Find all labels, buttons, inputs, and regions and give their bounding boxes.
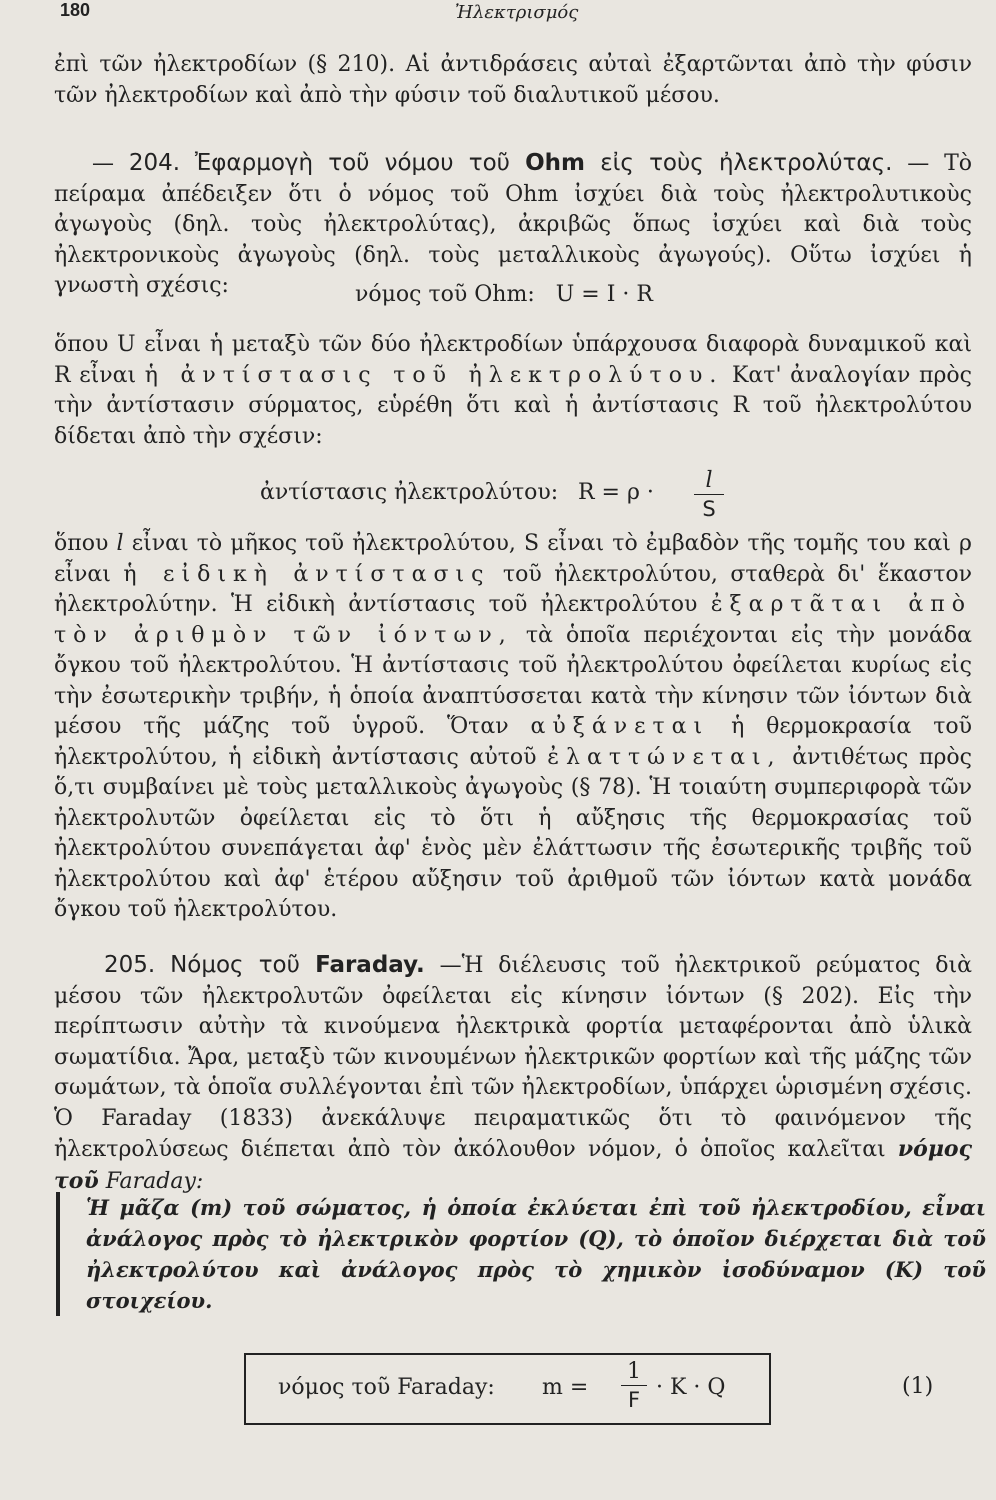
- section-204-title-ohm: Ohm: [525, 150, 586, 176]
- resistance-formula: [260, 468, 780, 528]
- emphasis-spaced: αὐξάνεται: [530, 714, 710, 739]
- faraday-formula-lhs: m =: [542, 1375, 589, 1400]
- paragraph-resistance: [54, 330, 972, 452]
- paragraph-specific-resistance: [54, 529, 972, 926]
- faraday-fraction: [621, 1359, 647, 1414]
- section-205-title-pre: Νόμος τοῦ: [170, 952, 300, 978]
- page-header: [60, 0, 960, 30]
- text-run: ὅπου: [54, 531, 109, 556]
- ohm-law-formula: [355, 282, 653, 307]
- text-run: τὰ ὁποῖα περιέχονται εἰς τὴν μονάδα ὄγκου τοῦ ἠλεκτρολύτου. Ἡ ἀντίστασις τοῦ ἠλεκτρολύτου ὀφείλεται κυρίως εἰς τὴν ἐσωτερικὴν τριβήν, ἡ ὁποία ἀναπτύσσεται κατὰ τὴν κίνησιν τῶν ἰόντων διὰ μέσου τῆς μάζης τοῦ ὑγροῦ. Ὅταν: [54, 622, 973, 739]
- page-number: 180: [60, 0, 91, 20]
- section-205-number: 205.: [104, 952, 156, 978]
- section-204-title-pre: Ἐφαρμογὴ τοῦ νόμου τοῦ: [194, 150, 510, 176]
- text-run: Κατ' ἀναλογίαν πρὸς τὴν ἀντίστασιν σύρματος, εὑρέθη ὅτι καὶ ἡ ἀντίστασις R τοῦ ἠλεκτρολύτου δίδεται ἀπὸ τὴν σχέσιν:: [54, 362, 972, 449]
- faraday-formula-box: [244, 1353, 771, 1425]
- text-run: ἡ θερμοκρασία τοῦ ἠλεκτρολύτου, ἡ εἰδικὴ ἀντίστασις αὐτοῦ: [54, 714, 973, 770]
- faraday-formula-rhs: · K · Q: [656, 1375, 726, 1400]
- text-run: τοῦ ἠλεκτρολύτου, σταθερὰ δι' ἕκαστον ἠλεκτρολύτην. Ἡ εἰδικὴ ἀντίστασις τοῦ ἠλεκτρολύτου: [54, 561, 973, 617]
- paragraph-intro: ἐπὶ τῶν ἠλεκτροδίων (§ 210). Αἱ ἀντιδράσεις αὐταὶ ἐξαρτῶνται ἀπὸ τὴν φύσιν τῶν ἠλεκτροδίων καὶ ἀπὸ τὴν φύσιν τοῦ διαλυτικοῦ μέσου.: [54, 52, 972, 108]
- ohm-formula-expression: U = I · R: [555, 282, 653, 307]
- resistance-formula-label: ἀντίστασις ἠλεκτρολύτου:: [260, 480, 559, 505]
- equation-number: (1): [902, 1374, 934, 1399]
- emphasis-spaced: ἡ εἰδικὴ ἀντίστασις: [123, 561, 491, 587]
- section-204-title-post: εἰς τοὺς ἠλεκτρολύτας.: [600, 150, 893, 176]
- emphasis-spaced: ἐλαττώνεται,: [547, 744, 782, 770]
- resistance-formula-lhs: R = ρ ·: [578, 480, 654, 505]
- section-205-title: [170, 952, 425, 978]
- fraction-numerator: l: [694, 468, 724, 495]
- section-dash: —: [92, 151, 114, 176]
- section-204-title: [195, 150, 893, 176]
- emphasis-spaced: ἡ ἀντίστασις τοῦ ἠλεκτρολύτου.: [144, 362, 724, 388]
- fraction-numerator: 1: [621, 1359, 647, 1386]
- text-run: εἶναι τὸ μῆκος τοῦ ἠλεκτρολύτου, S εἶναι τὸ ἐμβαδὸν τῆς τομῆς του καὶ ρ εἶναι: [54, 531, 972, 587]
- resistance-fraction: [694, 468, 724, 523]
- ohm-formula-label: νόμος τοῦ Ohm:: [355, 282, 535, 307]
- faraday-law-statement: Ἡ μᾶζα (m) τοῦ σώματος, ἡ ὁποία ἐκλύεται ἐπὶ τοῦ ἠλεκτροδίου, εἶναι ἀνάλογος πρὸς τὸ ἠλεκτρικὸν φορτίον (Q), τὸ ὁποῖον διέρχεται διὰ τοῦ ἠλεκτρολύτου καὶ ἀνάλογος πρὸς τὸ χημικὸν ἰσοδύναμον (K) τοῦ στοιχείου.: [56, 1192, 986, 1316]
- section-205-paragraph: [54, 950, 972, 1197]
- text-run: ὅπου U εἶναι ἡ μεταξὺ τῶν δύο ἠλεκτροδίων ὑπάρχουσα διαφορὰ δυναμικοῦ καὶ R εἶναι: [54, 332, 972, 388]
- fraction-denominator: S: [702, 497, 716, 521]
- law-name-faraday: Faraday:: [105, 1168, 204, 1194]
- emphasis-spaced: ἐξαρτᾶται ἀπὸ τὸν ἀριθμὸν τῶν ἰόντων,: [54, 592, 972, 648]
- section-204-paragraph: [54, 148, 972, 302]
- faraday-formula-label: νόμος τοῦ Faraday:: [278, 1375, 495, 1400]
- text-run: ἀντιθέτως πρὸς ὅ,τι συμβαίνει μὲ τοὺς μεταλλικοὺς ἀγωγοὺς (§ 78). Ἡ τοιαύτη συμπεριφορὰ τῶν ἠλεκτρολυτῶν ὀφείλεται εἰς τὸ ὅτι ἡ αὔξησις τῆς θερμοκρασίας τοῦ ἠλεκτρολύτου συνεπάγεται ἀφ' ἑνὸς μὲν ἐλάττωσιν τῆς ἐσωτερικῆς τριβῆς τοῦ ἠλεκτρολύτου καὶ ἀφ' ἑτέρου αὔξησιν τοῦ ἀριθμοῦ τῶν ἰόντων κατὰ μονάδα ὄγκου τοῦ ἠλεκτρολύτου.: [54, 744, 972, 922]
- section-205-body: —Ἡ διέλευσις τοῦ ἠλεκτρικοῦ ρεύματος διὰ μέσου τῶν ἠλεκτρολυτῶν ὀφείλεται εἰς κίνησιν ἰόντων (§ 202). Εἰς τὴν περίπτωσιν αὐτὴν τὰ κινούμενα ἠλεκτρικὰ φορτία μεταφέρονται ἀπὸ ὑλικὰ σωματίδια. Ἄρα, μεταξὺ τῶν κινουμένων ἠλεκτρικῶν φορτίων καὶ τῆς μάζης τῶν σωμάτων, τὰ ὁποῖα συλλέγονται ἐπὶ τῶν ἠλεκτροδίων, ὑπάρχει ὡρισμένη σχέσις. Ὁ Faraday (1833) ἀνεκάλυψε πειραματικῶς ὅτι τὸ φαινόμενον τῆς ἠλεκτρολύσεως διέπεται ἀπὸ τὸν ἀκόλουθον νόμον, ὁ ὁποῖος καλεῖται: [54, 953, 972, 1162]
- running-title: Ἠλεκτρισμός: [455, 2, 579, 23]
- fraction-denominator: F: [627, 1388, 641, 1412]
- section-204-body: — Τὸ πείραμα ἀπέδειξεν ὅτι ὁ νόμος τοῦ Ohm ἰσχύει διὰ τοὺς ἠλεκτρολυτικοὺς ἀγωγοὺς (δηλ. τοὺς ἠλεκτρολύτας), ἀκριβῶς ὅπως ἰσχύει καὶ διὰ τοὺς ἠλεκτρονικοὺς ἀγωγοὺς (δηλ. τοὺς μεταλλικοὺς ἀγωγούς). Οὕτω ἰσχύει ἡ γνωστὴ σχέσις:: [54, 151, 973, 298]
- law-name: νόμος τοῦ: [54, 1136, 973, 1194]
- symbol-l: l: [116, 531, 124, 556]
- section-204-number: 204.: [128, 150, 181, 176]
- section-205-title-name: Faraday.: [315, 952, 425, 978]
